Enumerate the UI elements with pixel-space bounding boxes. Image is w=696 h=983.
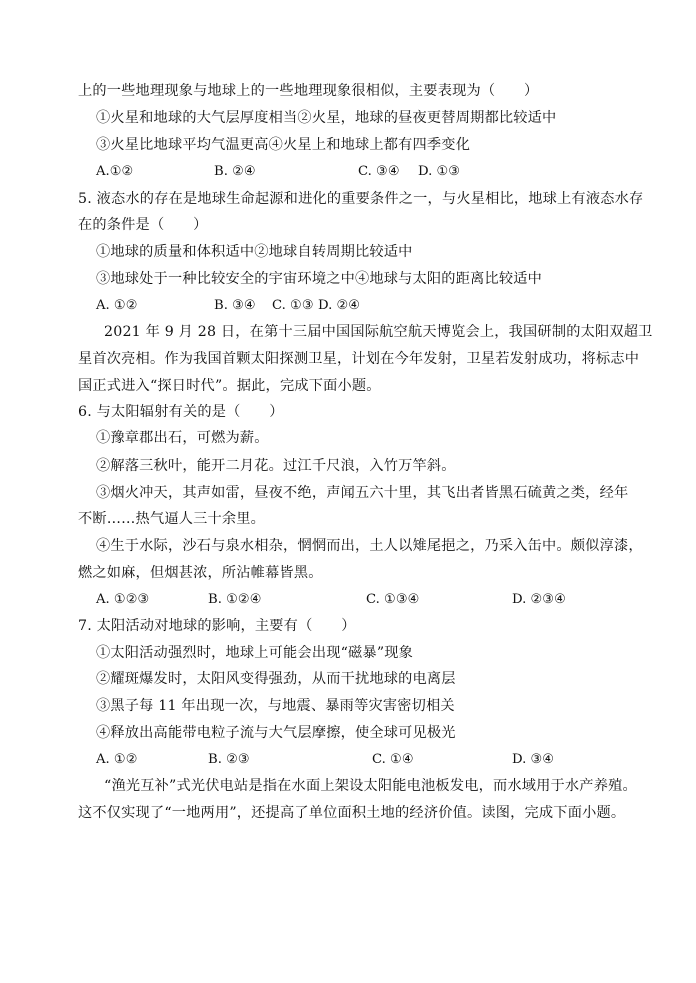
q6-item-2: ②解落三秋叶，能开二月花。过江千尺浪，入竹万竿斜。 <box>96 458 456 474</box>
q5-stem-line-2: 在的条件是（ ） <box>78 217 208 233</box>
q7-option-a: A. ①② <box>96 752 138 767</box>
q6-stem: 6. 与太阳辐射有关的是（ ） <box>78 404 284 420</box>
q7-item-3: ③黑子每 11 年出现一次，与地震、暴雨等灾害密切相关 <box>96 698 455 714</box>
q6-item-4-line-1: ④生于水际，沙石与泉水相杂，惘惘而出，土人以雉尾挹之，乃采入缶中。颇似淳漆， <box>96 538 643 554</box>
q6-option-c: C. ①③④ <box>366 592 420 607</box>
q7-stem: 7. 太阳活动对地球的影响，主要有（ ） <box>78 618 356 634</box>
q5-option-c: C. ①③ <box>272 298 314 313</box>
q4-option-a: A.①② <box>96 164 134 179</box>
q7-option-d: D. ③④ <box>512 752 555 767</box>
q4-statement-1-2: ①火星和地球的大气层厚度相当②火星，地球的昼夜更替周期都比较适中 <box>96 110 557 126</box>
q7-option-c: C. ①④ <box>372 752 414 767</box>
passage-line-1: 2021 年 9 月 28 日，在第十三届中国国际航空航天博览会上，我国研制的太阳双超卫 <box>104 324 653 340</box>
q7-option-b: B. ②③ <box>208 752 250 767</box>
q5-statement-3-4: ③地球处于一种比较安全的宇宙环境之中④地球与太阳的距离比较适中 <box>96 271 543 287</box>
passage-line-2: 星首次亮相。作为我国首颗太阳探测卫星，计划在今年发射，卫星若发射成功，将标志中 <box>78 351 640 367</box>
q4-statement-3-4: ③火星比地球平均气温更高④火星上和地球上都有四季变化 <box>96 137 471 153</box>
q7-item-4: ④释放出高能带电粒子流与大气层摩擦，使全球可见极光 <box>96 725 456 741</box>
passage-2-line-1: “渔光互补”式光伏电站是指在水面上架设太阳能电池板发电，而水域用于水产养殖。 <box>104 778 637 794</box>
q7-item-2: ②耀斑爆发时，太阳风变得强劲，从而干扰地球的电离层 <box>96 671 456 687</box>
q4-option-c: C. ③④ <box>358 164 400 179</box>
q5-stem-line-1: 5. 液态水的存在是地球生命起源和进化的重要条件之一，与火星相比，地球上有液态水存 <box>78 191 644 207</box>
q5-option-b: B. ③④ <box>214 298 256 313</box>
q6-item-3-line-1: ③烟火冲天，其声如雷，昼夜不绝，声闻五六十里，其飞出者皆黑石硫黄之类，经年 <box>96 485 629 501</box>
q6-option-d: D. ②③④ <box>512 592 566 607</box>
q6-item-4-line-2: 燃之如麻，但烟甚浓，所沾帷幕皆黑。 <box>78 565 323 581</box>
q4-option-d: D. ①③ <box>418 164 461 179</box>
q5-statement-1-2: ①地球的质量和体积适中②地球自转周期比较适中 <box>96 244 413 260</box>
passage-line-3: 国正式进入“探日时代”。据此，完成下面小题。 <box>78 378 381 394</box>
q6-item-3-line-2: 不断……热气逼人三十余里。 <box>78 511 266 527</box>
q6-option-a: A. ①②③ <box>96 592 150 607</box>
q4-stem-continued: 上的一些地理现象与地球上的一些地理现象很相似，主要表现为（ ） <box>78 83 539 99</box>
q5-option-a: A. ①② <box>96 298 138 313</box>
q4-option-b: B. ②④ <box>214 164 256 179</box>
q5-option-d: D. ②④ <box>318 298 361 313</box>
q7-item-1: ①太阳活动强烈时，地球上可能会出现“磁暴”现象 <box>96 645 414 661</box>
passage-2-line-2: 这不仅实现了“一地两用”，还提高了单位面积土地的经济价值。读图，完成下面小题。 <box>78 805 626 821</box>
q6-item-1: ①豫章郡出石，可燃为薪。 <box>96 430 269 446</box>
q6-option-b: B. ①②④ <box>208 592 262 607</box>
